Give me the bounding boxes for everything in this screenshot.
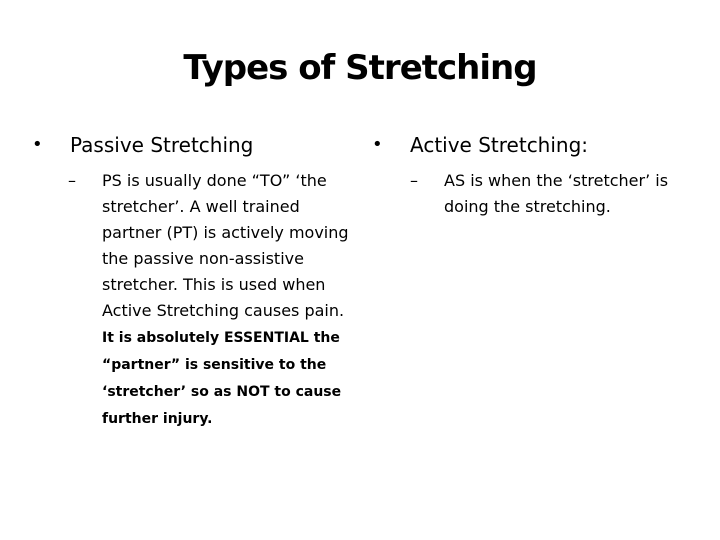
right-column	[372, 130, 692, 220]
bullet-icon: •	[32, 134, 43, 155]
sub-item-body: PS is usually done “TO” ‘the stretcher’. A well trained partner (PT) is actively moving the passive non-assistive stretcher. This is used when Active Stretching causes pain.	[102, 171, 349, 320]
left-column	[32, 130, 352, 432]
bullet-label: Active Stretching:	[410, 133, 589, 157]
dash-icon: –	[410, 171, 418, 190]
sub-item-passive-description	[68, 168, 352, 432]
sub-item-text	[444, 168, 692, 220]
dash-icon: –	[68, 171, 76, 190]
sub-item-emphasis: It is absolutely ESSENTIAL the “partner” is sensitive to the ‘stretcher’ so as NOT to cause further injury.	[102, 330, 342, 427]
bullet-label: Passive Stretching	[70, 133, 254, 157]
bullet-item-passive-stretching	[32, 130, 352, 160]
sub-item-body: AS is when the ‘stretcher’ is doing the stretching.	[444, 171, 669, 216]
slide-title: Types of Stretching	[183, 48, 537, 88]
sub-item-active-description	[410, 168, 692, 220]
bullet-item-active-stretching	[372, 130, 692, 160]
sub-item-text	[102, 168, 352, 432]
bullet-icon: •	[372, 134, 383, 155]
